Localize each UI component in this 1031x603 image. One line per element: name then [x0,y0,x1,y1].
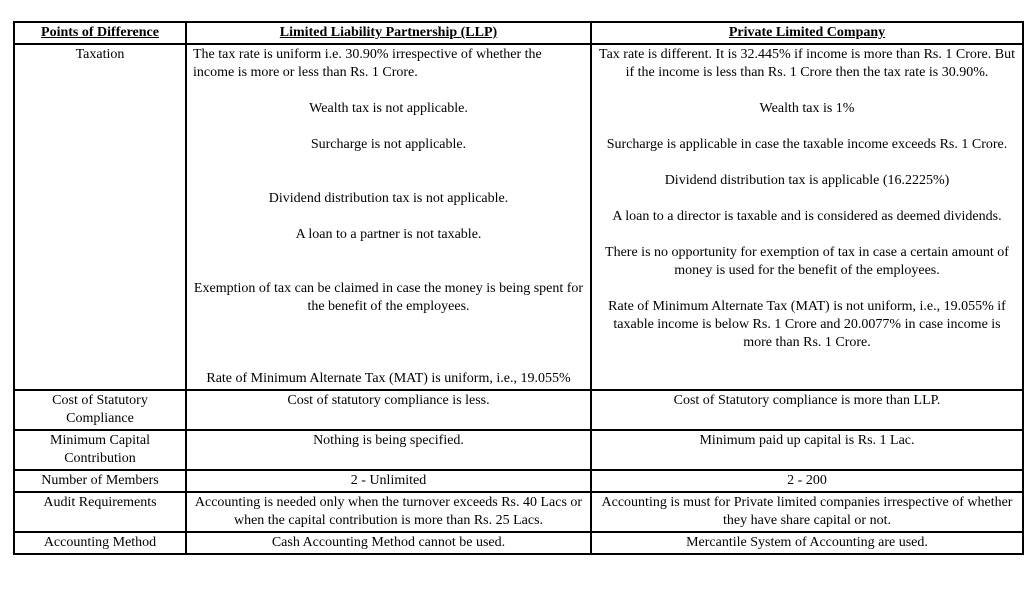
paragraph: The tax rate is uniform i.e. 30.90% irrespective of whether the income is more or less than Rs. 1 Crore. [193,47,542,80]
paragraph [598,82,1016,100]
paragraph [193,316,584,334]
paragraph: Accounting is needed only when the turnover exceeds Rs. 40 Lacs or when the capital contribution is more than Rs. 25 Lacs. [194,495,583,528]
paragraph: Rate of Minimum Alternate Tax (MAT) is not uniform, i.e., 19.055% if taxable income is below Rs. 1 Crore and 20.0077% in case income is more than Rs. 1 Crore. [608,299,1006,350]
pvt-cell [591,430,1023,470]
pvt-cell [591,532,1023,554]
paragraph: Audit Requirements [43,495,157,510]
table-row [14,492,1023,532]
paragraph: A loan to a director is taxable and is considered as deemed dividends. [612,209,1002,224]
table-row [14,470,1023,492]
row-label-cell [14,470,186,492]
llp-cell [186,470,591,492]
paragraph [193,352,584,370]
row-label-cell [14,532,186,554]
header-llp: Limited Liability Partnership (LLP) [186,22,591,44]
paragraph: There is no opportunity for exemption of tax in case a certain amount of money is used for the benefit of the employees. [605,245,1009,278]
table-row [14,44,1023,390]
paragraph: 2 - Unlimited [350,473,427,488]
paragraph [598,280,1016,298]
paragraph: Accounting is must for Private limited companies irrespective of whether they have share capital or not. [601,495,1013,528]
row-label-cell [14,492,186,532]
paragraph [193,172,584,190]
paragraph [598,190,1016,208]
pvt-cell [591,44,1023,390]
paragraph: Number of Members [41,473,159,488]
paragraph: A loan to a partner is not taxable. [295,227,482,242]
paragraph: Surcharge is not applicable. [310,137,467,152]
comparison-table [13,21,1024,555]
paragraph [598,118,1016,136]
llp-cell [186,44,591,390]
table-row [14,430,1023,470]
paragraph: Accounting Method [43,535,157,550]
paragraph: Dividend distribution tax is applicable (16.2225%) [664,173,950,188]
llp-cell [186,532,591,554]
paragraph [193,82,584,100]
llp-cell [186,492,591,532]
paragraph [598,154,1016,172]
paragraph [193,118,584,136]
paragraph: Mercantile System of Accounting are used. [686,535,928,550]
pvt-cell [591,492,1023,532]
paragraph: Cash Accounting Method cannot be used. [271,535,506,550]
paragraph: Taxation [75,47,125,62]
paragraph: Rate of Minimum Alternate Tax (MAT) is uniform, i.e., 19.055% [206,371,571,386]
paragraph: 2 - 200 [787,473,827,488]
paragraph: Minimum paid up capital is Rs. 1 Lac. [699,433,915,448]
paragraph [598,226,1016,244]
paragraph: Exemption of tax can be claimed in case the money is being spent for the benefit of the employees. [193,281,584,314]
paragraph: Nothing is being specified. [313,433,464,448]
paragraph: Cost of statutory compliance is less. [287,393,490,408]
llp-cell [186,390,591,430]
header-points-of-difference: Points of Difference [14,22,186,44]
header-private-limited-company: Private Limited Company [591,22,1023,44]
row-label-cell [14,430,186,470]
paragraph: Dividend distribution tax is not applicable. [268,191,509,206]
paragraph: Surcharge is applicable in case the taxable income exceeds Rs. 1 Crore. [606,137,1008,152]
paragraph [193,244,584,262]
pvt-cell [591,470,1023,492]
paragraph: Wealth tax is not applicable. [309,101,468,116]
table-row [14,532,1023,554]
header-row [14,22,1023,44]
paragraph: Tax rate is different. It is 32.445% if income is more than Rs. 1 Crore. But if the income is less than Rs. 1 Crore then the tax rate is 30.90%. [599,47,1015,80]
paragraph [193,208,584,226]
paragraph [193,262,584,280]
llp-cell [186,430,591,470]
pvt-cell [591,390,1023,430]
paragraph: Wealth tax is 1% [759,101,855,116]
paragraph [193,154,584,172]
paragraph: Cost of Statutory compliance is more than LLP. [673,393,941,408]
row-label-cell [14,390,186,430]
paragraph: Minimum Capital Contribution [50,433,150,466]
paragraph [193,334,584,352]
paragraph: Cost of Statutory Compliance [52,393,148,426]
table-row [14,390,1023,430]
table-body [14,44,1023,554]
row-label-cell [14,44,186,390]
